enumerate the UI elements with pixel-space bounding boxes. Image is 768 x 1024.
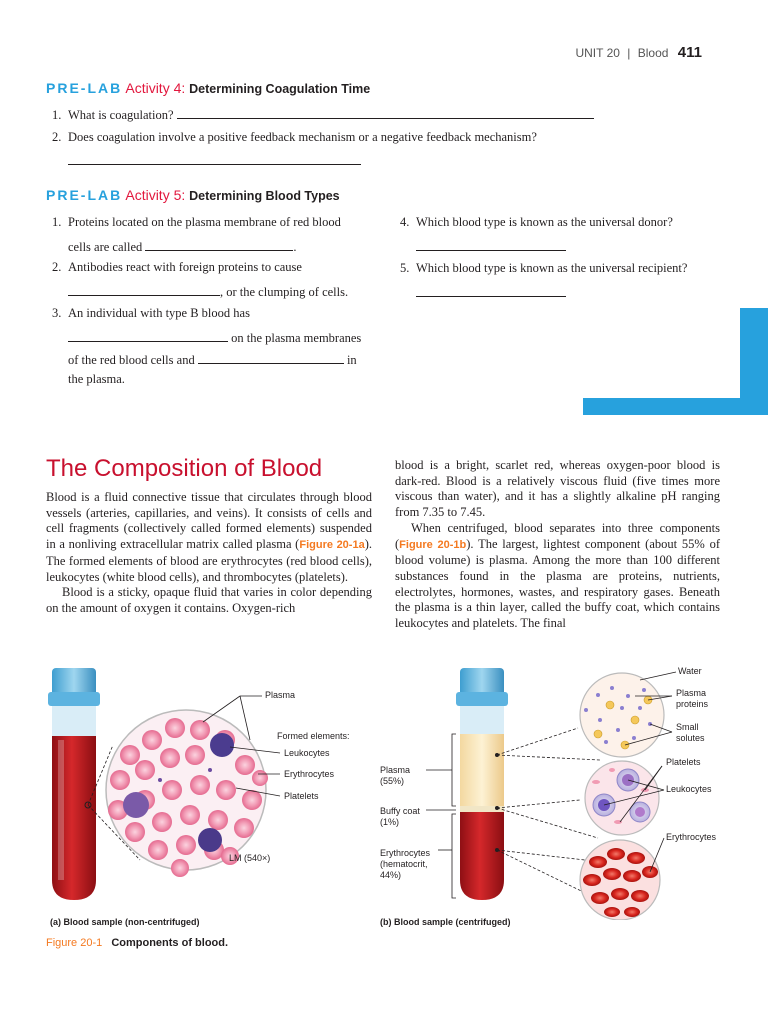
question-text: Which blood type is known as the universal recipient? [416,261,688,275]
test-tube-a [48,668,100,900]
label-erythrocytes-right: Erythrocytes [666,832,717,842]
act5-question-3: 3. An individual with type B blood has on the plasma membranes of the red blood cells and in the plasma. [52,306,362,386]
header-separator: | [627,46,631,60]
label-plasma-b [380,765,410,787]
buffy-coat-detail-circle [585,761,659,835]
paragraph-3 [395,458,720,521]
body-column-right [395,458,720,632]
question-text: What is coagulation? [68,108,174,122]
answer-blank[interactable] [68,329,228,342]
answer-blank[interactable] [145,238,293,251]
label-text: 44%) [380,870,402,880]
figure-reference[interactable]: Figure 20-1a [299,539,365,552]
figure-title: Components of blood. [111,937,229,949]
paragraph-text: blood is a bright, scarlet red, whereas oxygen-poor blood is dark-red. Blood is a relatively viscous fluid (five times more viscous than water), and it has a slightly alkaline pH ranging from 7.35 to 7.45. [395,458,720,520]
answer-blank[interactable] [416,238,566,251]
question-text: the plasma. [68,372,125,386]
label-small-solutes [676,722,705,744]
act5-question-2: 2. Antibodies react with foreign proteins to cause , or the clumping of cells. [52,260,349,299]
page-number: 411 [677,44,702,61]
question-text: Does coagulation involve a positive feedback mechanism or a negative feedback mechanism? [68,130,537,144]
figure-reference[interactable]: Figure 20-1b [399,538,467,551]
caption-b: (b) Blood sample (centrifuged) [380,917,511,927]
prelab-label: PRE-LAB [46,187,123,203]
answer-blank[interactable] [198,351,344,364]
paragraph-text: When centrifuged, blood separates into three components ( [395,520,720,551]
label-platelets-a: Platelets [284,791,319,801]
plasma-detail-circle [580,673,664,757]
answer-blank[interactable] [68,152,361,165]
running-header [575,44,702,61]
label-text: Small [676,722,699,732]
question-text: Antibodies react with foreign proteins to cause [68,260,302,274]
micrograph-a [106,710,271,877]
label-text: (55%) [380,776,405,786]
label-platelets-b: Platelets [666,757,701,767]
section-title: The Composition of Blood [46,455,323,482]
magnification-label: LM (540×) [229,853,271,863]
paragraph-text: ). The largest, lightest component (about 55% of blood volume) is plasma. Among the more than 100 different substances found in the plasma are proteins, nutrients, electrolytes, hormones, wastes, and respiratory gases. Beneath the plasma is a thin layer, called the buffy coat, which contains leukocytes and platelets. The final [395,536,720,631]
label-text: Erythrocytes [380,848,431,858]
prelab-label: PRE-LAB [46,80,123,96]
test-tube-b [456,668,508,900]
paragraph-text: Blood is a fluid connective tissue that circulates through blood vessels (arteries, capillaries, and veins). It consists of cells and cell fragments (collectively called formed elements) suspended in a nonliving extracellular matrix called plasma ( [46,490,372,552]
label-water: Water [678,666,702,676]
activity-4-heading [46,80,370,96]
label-text: Buffy coat [380,806,420,816]
caption-a: (a) Blood sample (non-centrifuged) [50,917,200,927]
answer-blank[interactable] [68,283,220,296]
paragraph-2 [46,585,372,616]
unit-label: UNIT 20 [575,46,620,60]
answer-blank[interactable] [177,106,594,119]
label-erythrocytes-b [380,848,430,881]
question-text: of the red blood cells and [68,353,195,367]
label-erythrocytes-a: Erythrocytes [284,769,335,779]
question-text: , or the clumping of cells. [220,285,349,299]
label-leukocytes-b: Leukocytes [666,784,712,794]
label-text: Plasma [676,688,707,698]
label-text: proteins [676,699,709,709]
question-text: Proteins located on the plasma membrane of red blood [68,215,341,229]
label-plasma-proteins [676,688,708,710]
paragraph-text: ). The formed elements of blood are erythrocytes (red blood cells), leukocytes (white blood cells), and thrombocytes (platelets). [46,537,372,584]
label-text: (hematocrit, [380,859,428,869]
body-column-left [46,490,372,617]
activity-title: Determining Blood Types [189,189,340,203]
activity-number: Activity 5: [125,187,186,203]
question-text: in [346,353,357,367]
act5-question-4: 4. Which blood type is known as the universal donor? [400,211,730,258]
blue-page-tab-vertical [740,308,768,415]
activity-number: Activity 4: [125,80,186,96]
figure-caption [46,937,228,949]
label-plasma-a: Plasma [265,690,296,700]
question-text: An individual with type B blood has [68,306,250,320]
paragraph-4 [395,521,720,632]
label-buffy-coat [380,806,420,828]
question-text: on the plasma membranes [231,331,362,345]
chapter-label: Blood [637,46,669,60]
act5-question-1: 1. Proteins located on the plasma membrane of red blood cells are called . [52,215,341,254]
question-text: Which blood type is known as the universal donor? [416,215,673,229]
paragraph-text: Blood is a sticky, opaque fluid that varies in color depending on the amount of oxygen it contains. Oxygen-rich [46,585,372,615]
activity-title: Determining Coagulation Time [189,82,371,96]
erythrocyte-detail-circle [580,840,660,920]
act5-question-5: 5. Which blood type is known as the universal recipient? [400,257,730,304]
activity-5-heading [46,187,340,203]
act4-question-1: 1. What is coagulation? [52,104,712,126]
figure-number: Figure 20-1 [46,937,103,949]
label-leukocytes-a: Leukocytes [284,748,330,758]
answer-blank[interactable] [416,284,566,297]
act4-question-2: 2. Does coagulation involve a positive feedback mechanism or a negative feedback mechanism? [52,130,537,144]
question-text: cells are called [68,240,143,254]
label-text: (1%) [380,817,400,827]
label-text: Plasma [380,765,411,775]
paragraph-1 [46,490,372,585]
label-text: solutes [676,733,705,743]
label-formed-elements: Formed elements: [277,731,350,741]
